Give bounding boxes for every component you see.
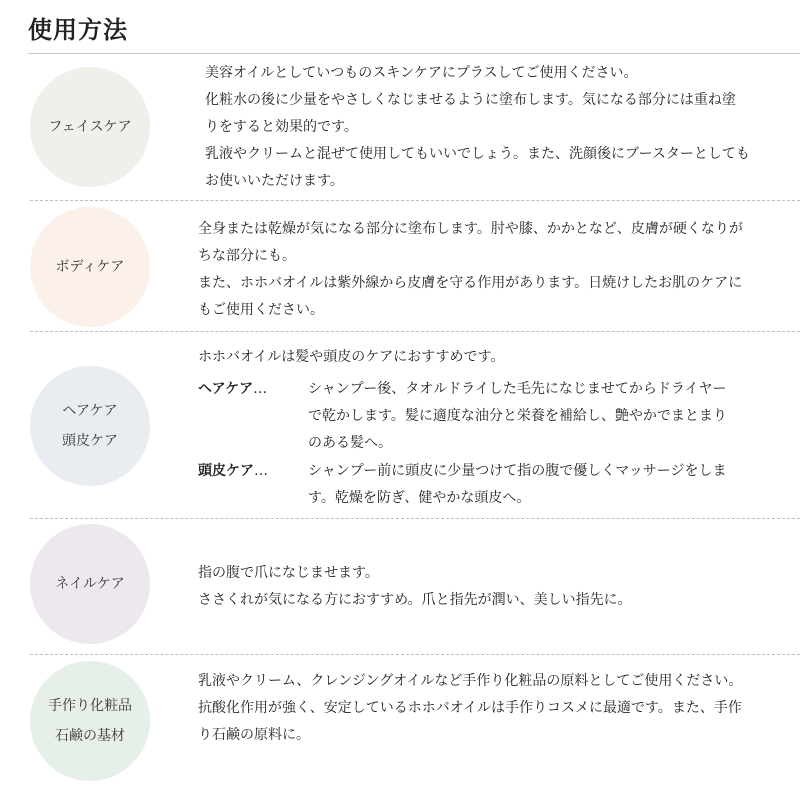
nail-line: ささくれが気になる方におすすめ。爪と指先が潤い、美しい指先に。 [198,592,632,608]
hair-care-detail [308,376,727,457]
scalp-care-term [198,458,268,485]
scalp-detail-line: す。乾燥を防ぎ、健やかな頭皮へ。 [308,490,531,506]
face-line: 乳液やクリームと混ぜて使用してもいいでしょう。また、洗顔後にブースターとしても [205,146,750,162]
nail-care-label: ネイルケア [55,576,125,592]
body-line: もご使用ください。 [198,302,324,318]
section-divider [30,518,800,519]
hair-term-text: ヘアケア [198,381,254,397]
scalp-term-ellipsis: … [254,463,268,479]
nail-line: 指の腹で爪になじませます。 [198,565,379,581]
hair-care-badge [30,366,150,486]
scalp-care-detail [308,458,726,512]
title-divider [28,53,800,54]
section-divider [30,200,800,201]
face-line: お使いいただけます。 [205,173,344,189]
handmade-cosmetics-description [198,668,742,749]
hair-detail-line: で乾かします。髪に適度な油分と栄養を補給し、艶やかでまとまり [308,408,727,424]
scalp-term-text: 頭皮ケア [198,463,254,479]
hair-care-term [198,376,267,403]
nail-care-description [198,560,632,614]
scalp-detail-line: シャンプー前に頭皮に少量つけて指の腹で優しくマッサージをしま [308,463,727,479]
hair-care-intro [198,344,504,371]
hair-care-item [198,376,778,457]
body-care-description [198,216,743,324]
body-line: また、ホホバオイルは紫外線から皮膚を守る作用があります。日焼けしたお肌のケアに [198,275,743,291]
body-care-badge [30,207,150,327]
hair-care-label: ヘアケア [62,403,118,419]
scalp-care-item [198,458,778,512]
handmade-cosmetics-label: 手作り化粧品 [48,698,132,714]
face-line: 美容オイルとしていつものスキンケアにプラスしてご使用ください。 [205,65,638,81]
face-line: 化粧水の後に少量をやさしくなじませるように塗布します。気になる部分には重ね塗 [205,92,736,108]
face-line: りをすると効果的です。 [205,119,358,135]
hair-intro-line: ホホバオイルは髪や頭皮のケアにおすすめです。 [198,349,505,365]
section-divider [30,654,800,655]
body-line: ちな部分にも。 [198,248,296,264]
section-divider [30,331,800,332]
cosme-line: 乳液やクリーム、クレンジングオイルなど手作り化粧品の原料としてご使用ください。 [198,673,743,689]
scalp-care-label: 頭皮ケア [62,433,118,449]
nail-care-badge [30,524,150,644]
face-care-description [205,60,750,195]
hair-detail-line: シャンプー後、タオルドライした毛先になじませてからドライヤー [308,381,727,397]
cosme-line: 抗酸化作用が強く、安定しているホホバオイルは手作りコスメに最適です。また、手作 [198,700,742,716]
body-care-label: ボディケア [55,259,125,275]
hair-detail-line: のある髪へ。 [308,435,392,451]
body-line: 全身または乾燥が気になる部分に塗布します。肘や膝、かかとなど、皮膚が硬くなりが [198,221,743,237]
hair-term-ellipsis: … [253,381,268,397]
soap-base-label: 石鹸の基材 [55,728,125,744]
cosme-line: り石鹸の原料に。 [198,727,310,743]
handmade-cosmetics-badge [30,661,150,781]
face-care-badge [30,67,150,187]
page-title: 使用方法 [28,16,128,44]
face-care-label: フェイスケア [48,119,132,135]
